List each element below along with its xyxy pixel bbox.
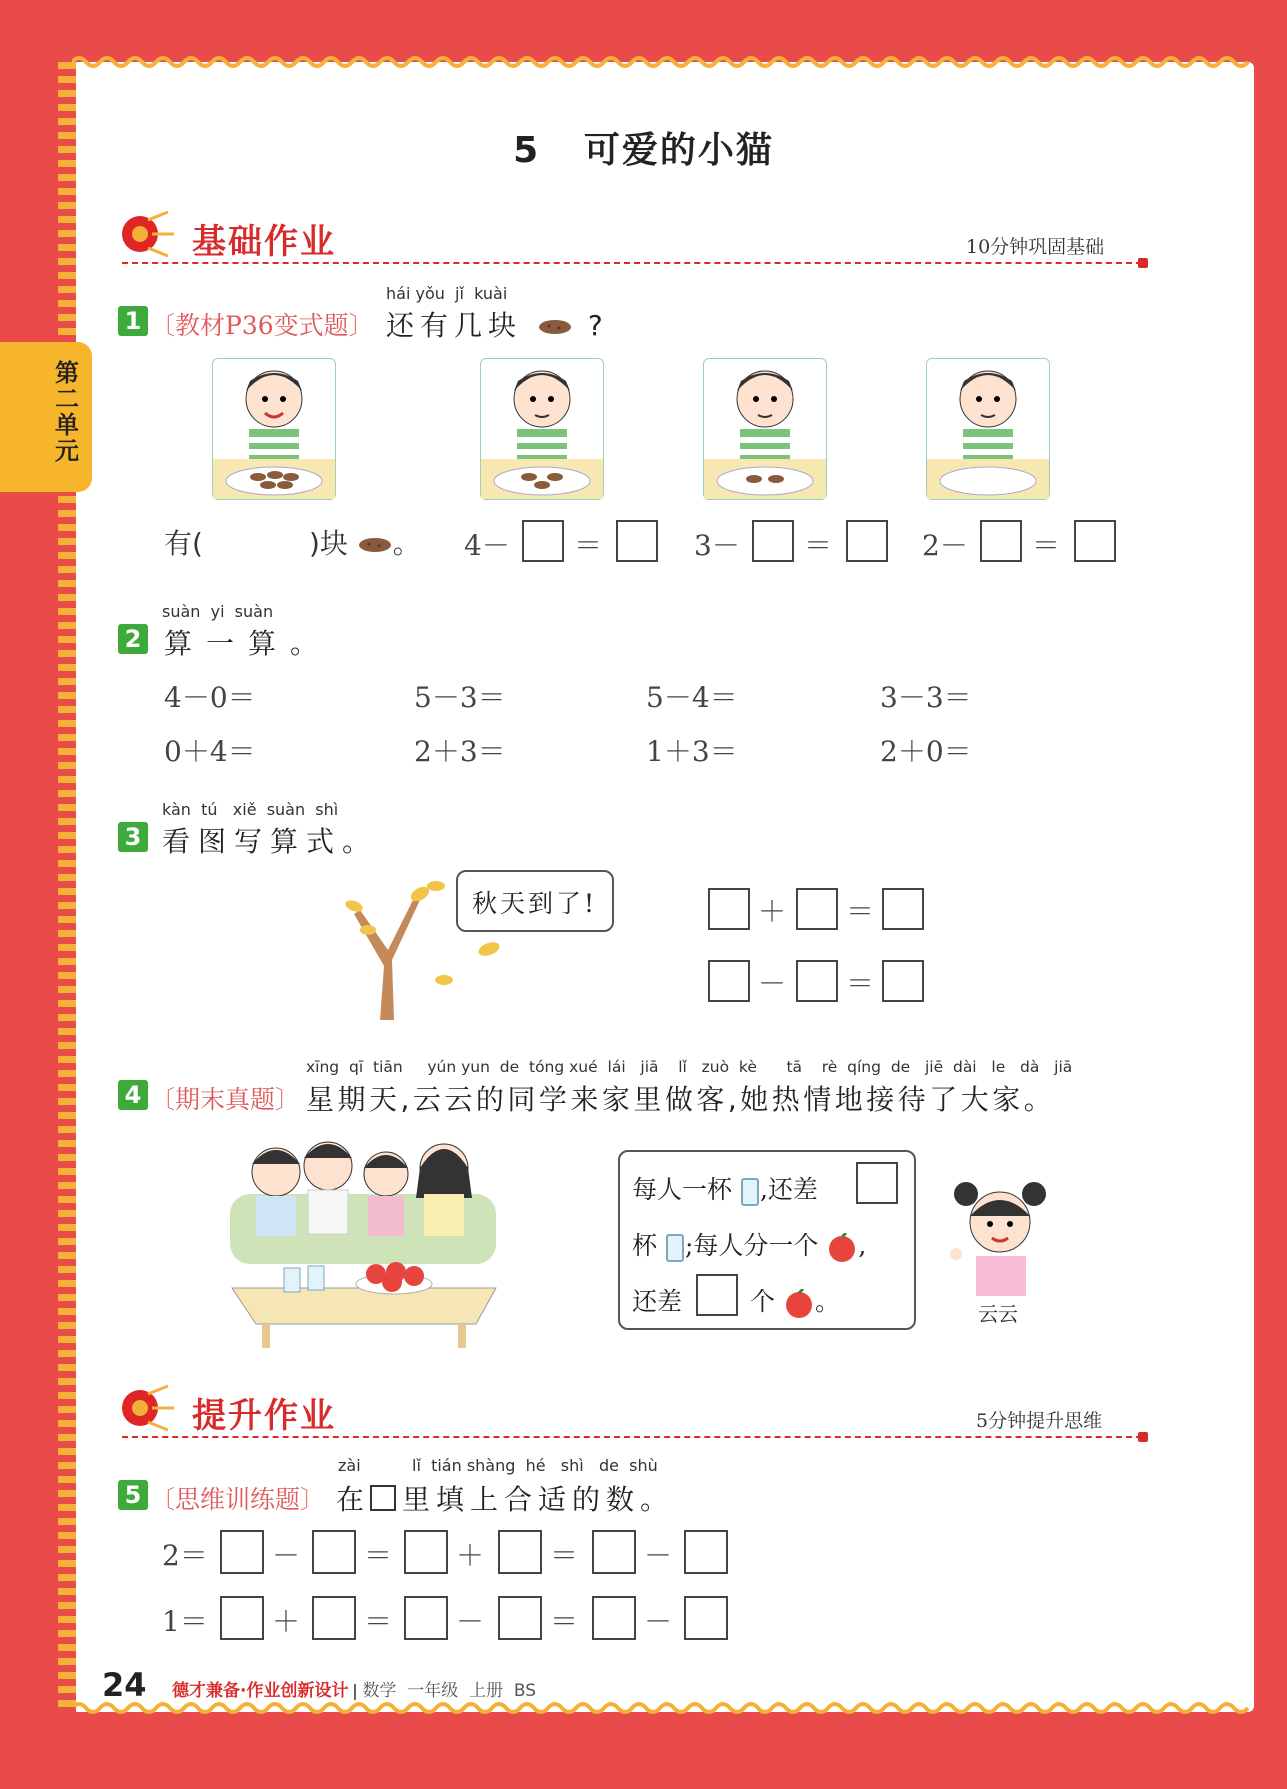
q3-row1-plus: ＋ (758, 895, 787, 928)
section-basic-divider (122, 262, 1142, 264)
q1-answer-suffix: )块 (308, 527, 348, 560)
q4-bubble-line3 (632, 1282, 682, 1318)
section-basic-title: 基础作业 (192, 222, 336, 262)
q5-row1-box-3[interactable] (404, 1530, 448, 1574)
q2-number: 2 (118, 624, 148, 654)
q4-tag: 〔期末真题〕 (150, 1085, 301, 1114)
q2-r2-c2: 2＋3＝ (414, 735, 506, 768)
q1-eq1-box-b[interactable] (616, 520, 658, 562)
page-title: 5 可爱的小猫 (513, 130, 774, 171)
q5-number: 5 (118, 1480, 148, 1510)
q1-eq1-text: 4－ (464, 529, 510, 562)
left-yellow-border (58, 62, 76, 1712)
q5-row1-op-5: － (644, 1539, 673, 1572)
q4-box-apples[interactable] (696, 1274, 738, 1316)
section-advanced-title: 提升作业 (192, 1396, 336, 1436)
q1-number: 1 (118, 306, 148, 336)
q1-pinyin: hái yǒu jǐ kuài (386, 284, 508, 303)
section-advanced-divider-end (1138, 1432, 1148, 1442)
q1-picture-2 (480, 358, 604, 500)
unit-tab (0, 342, 92, 492)
q3-row2-box-c[interactable] (882, 960, 924, 1002)
q1-tag: 〔教材P36变式题〕 (150, 311, 374, 340)
q3-row1-box-b[interactable] (796, 888, 838, 930)
falling-leaf (476, 940, 502, 962)
q5-row2-lead: 1＝ (162, 1605, 208, 1638)
q5-row1-op-2: ＝ (364, 1539, 393, 1572)
q3-row1-box-a[interactable] (708, 888, 750, 930)
q1-eq3-box-a[interactable] (980, 520, 1022, 562)
q5-row2-op-5: － (644, 1605, 673, 1638)
q2-r1-c3: 5－4＝ (646, 681, 738, 714)
q4-bubble-text-1b: ,还差 (759, 1175, 818, 1204)
q5-row1-box-5[interactable] (592, 1530, 636, 1574)
q1-eq3-text: 2－ (922, 529, 968, 562)
q5-row2-box-4[interactable] (498, 1596, 542, 1640)
q2-r1-c4: 3－3＝ (880, 681, 972, 714)
q5-row2-box-6[interactable] (684, 1596, 728, 1640)
q3-text: 看图写算式。 (162, 825, 379, 858)
q4-bubble-line3-end (750, 1282, 840, 1319)
q1-picture-1 (212, 358, 336, 500)
footer-subject: 数学 一年级 上册 BS (362, 1681, 537, 1701)
q1-text-main: 还有几块 (386, 309, 523, 342)
q2-r2-c3: 1＋3＝ (646, 735, 738, 768)
q1-text (386, 304, 609, 344)
q3-row1-equals: ＝ (846, 895, 875, 928)
q5-row2-box-2[interactable] (312, 1596, 356, 1640)
q1-answer-prefix: 有( (164, 527, 203, 560)
q5-pinyin-b: lǐ tián shàng hé shì de shù (412, 1456, 658, 1475)
q4-pinyin: xīng qī tiān yún yun de tóng xué lái jiā lǐ zuò kè tā rè qíng de jiē dài le dà jiā (306, 1058, 1073, 1076)
footer-brand: 德才兼备·作业创新设计 (172, 1681, 349, 1701)
q4-number: 4 (118, 1080, 148, 1110)
friends-on-sofa-illustration (226, 1128, 506, 1356)
q1-eq1-equals: ＝ (574, 529, 603, 562)
q1-answer-period: 。 (392, 527, 421, 560)
q3-speech-text: 秋天到了! (472, 889, 598, 918)
q5-row2-op-3: － (456, 1605, 485, 1638)
q5-row2-box-5[interactable] (592, 1596, 636, 1640)
q5-text-a: 在 (336, 1483, 371, 1516)
q5-row1-box-2[interactable] (312, 1530, 356, 1574)
section-advanced-icon (118, 1384, 180, 1438)
q3-row1-box-c[interactable] (882, 888, 924, 930)
section-basic-note: 10分钟巩固基础 (966, 236, 1105, 258)
q2-pinyin: suàn yi suàn (162, 602, 274, 621)
q5-text-b: 里填上合适的数。 (402, 1483, 675, 1516)
q4-bubble-text-1a: 每人一杯 (632, 1175, 733, 1204)
q1-eq1-box-a[interactable] (522, 520, 564, 562)
q5-row1-box-4[interactable] (498, 1530, 542, 1574)
cup-icon (665, 1233, 685, 1263)
small-box-icon (370, 1485, 396, 1511)
q2-r2-c4: 2＋0＝ (880, 735, 972, 768)
section-basic-divider-end (1138, 258, 1148, 268)
q3-row2-box-a[interactable] (708, 960, 750, 1002)
cup-icon (740, 1177, 760, 1207)
q5-row1-box-6[interactable] (684, 1530, 728, 1574)
q5-row2-op-4: ＝ (550, 1605, 579, 1638)
q5-row2-op-1: ＋ (272, 1605, 301, 1638)
q1-eq3-equals: ＝ (1032, 529, 1061, 562)
q4-bubble-text-2c: , (858, 1231, 867, 1260)
q1-eq2-box-b[interactable] (846, 520, 888, 562)
section-basic-icon (118, 210, 180, 264)
q5-text (336, 1478, 674, 1518)
section-advanced-note: 5分钟提升思维 (976, 1410, 1103, 1432)
q5-tag: 〔思维训练题〕 (150, 1485, 326, 1514)
q4-bubble-line1 (632, 1170, 818, 1207)
q4-text: 星期天,云云的同学来家里做客,她热情地接待了大家。 (306, 1083, 1056, 1116)
cookie-icon (537, 318, 573, 336)
cookie-icon (357, 536, 393, 554)
q1-eq2-text: 3－ (694, 529, 740, 562)
q1-picture-4 (926, 358, 1050, 500)
q4-bubble-text-3a: 还差 (632, 1287, 683, 1316)
footer-line (172, 1676, 536, 1701)
q1-answer-row (164, 522, 421, 562)
q5-row2-box-1[interactable] (220, 1596, 264, 1640)
yunyun-label: 云云 (978, 1302, 1018, 1326)
section-advanced-divider (122, 1436, 1142, 1438)
q1-eq3-box-b[interactable] (1074, 520, 1116, 562)
wavy-top-border (72, 54, 1254, 70)
q4-bubble-line2 (632, 1226, 866, 1263)
q1-eq2-box-a[interactable] (752, 520, 794, 562)
autumn-tree-illustration (340, 870, 460, 1024)
q4-speech-bubble (618, 1150, 916, 1330)
q5-row1-lead: 2＝ (162, 1539, 208, 1572)
q2-r1-c1: 4－0＝ (164, 681, 256, 714)
q4-bubble-text-3b: 个 (750, 1287, 776, 1316)
q5-row1-op-3: ＋ (456, 1539, 485, 1572)
q3-row2-minus: － (758, 967, 787, 1000)
yunyun-girl-illustration (946, 1176, 1056, 1300)
q1-picture-3 (703, 358, 827, 500)
q4-bubble-text-2a: 杯 (632, 1231, 658, 1260)
q5-row2-box-3[interactable] (404, 1596, 448, 1640)
q4-bubble-text-2b: ;每人分一个 (684, 1231, 819, 1260)
q5-pinyin-a: zài (338, 1456, 361, 1475)
q2-r1-c2: 5－3＝ (414, 681, 506, 714)
q2-r2-c1: 0＋4＝ (164, 735, 256, 768)
apple-icon (783, 1289, 815, 1319)
q5-row1-op-4: ＝ (550, 1539, 579, 1572)
page-number: 24 (102, 1666, 147, 1704)
q2-text: 算一算。 (164, 627, 333, 660)
q4-box-cups[interactable] (856, 1162, 898, 1204)
unit-tab-label: 第二单元 (55, 359, 79, 465)
q5-row1-box-1[interactable] (220, 1530, 264, 1574)
wavy-bottom-border (72, 1700, 1254, 1716)
q3-pinyin: kàn tú xiě suàn shì (162, 800, 339, 819)
q4-bubble-text-3c: 。 (814, 1287, 840, 1316)
q1-eq2-equals: ＝ (804, 529, 833, 562)
q5-row1-op-1: － (272, 1539, 301, 1572)
q3-row2-equals: ＝ (846, 967, 875, 1000)
q1-question-mark: ? (587, 309, 609, 342)
q3-row2-box-b[interactable] (796, 960, 838, 1002)
apple-icon (826, 1233, 858, 1263)
q3-speech-bubble (456, 870, 614, 932)
q5-row2-op-2: ＝ (364, 1605, 393, 1638)
q3-number: 3 (118, 822, 148, 852)
